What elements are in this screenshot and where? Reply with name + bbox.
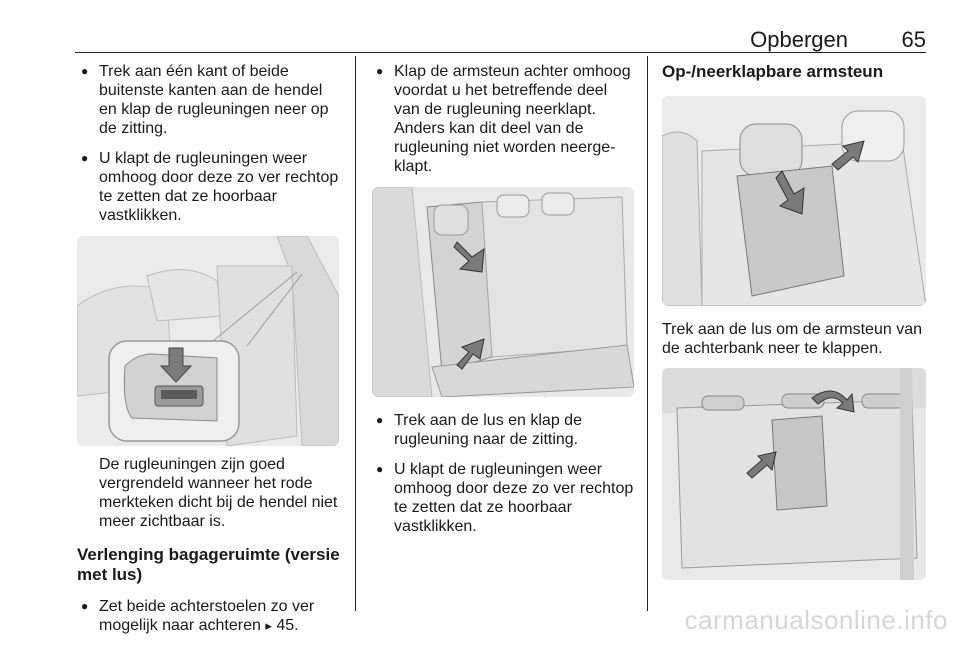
column-divider-1: [355, 56, 356, 611]
page-number: 65: [901, 27, 926, 52]
section-heading: Op-/neerklapbare armsteun: [662, 62, 884, 81]
page-reference-icon: ▸: [265, 618, 272, 633]
figure-seat-lever: [77, 236, 339, 446]
watermark: carmanualsonline.info: [684, 605, 948, 635]
column-2: [372, 62, 634, 547]
page-header: [75, 18, 926, 53]
list-item: ● U klapt de rugleuningen weer omhoog door deze zo ver rechtop te zetten dat ze hoorbaar vastklikken.: [372, 460, 634, 536]
list-item: ● Zet beide achterstoelen zo ver mogelijk naar achteren ▸ 45.: [77, 597, 343, 635]
column-3: [662, 62, 928, 580]
illustration-seat-lever: [77, 236, 339, 446]
paragraph: Trek aan de lus om de armsteun van de achterbank neer te klappen.: [662, 321, 922, 357]
figure-armrest: [662, 96, 926, 306]
illustration-cargo-armrest: [662, 368, 926, 580]
figure-cargo-armrest: [662, 368, 926, 580]
illustration-armrest: [662, 96, 926, 306]
section-heading: Verlenging bagageruimte (versie met lus): [77, 545, 340, 584]
list-item: ● Trek aan één kant of beide buitenste kanten aan de hendel en klap de rugleuningen neer op de zitting.: [77, 62, 343, 138]
illustration-rear-seat-loop: [372, 187, 634, 397]
list-item: ● U klapt de rugleuningen weer omhoog door deze zo ver rechtop te zetten dat ze hoorbaar vastklikken.: [77, 149, 343, 225]
list-item: ● Trek aan de lus en klap de rugleuning naar de zitting.: [372, 411, 634, 449]
column-1: [77, 62, 343, 646]
list-item: ● Klap de armsteun achter omhoog voordat u het betreffende deel van de rugleuning neerklapt. Anders kan dit deel van de rugleuning niet worden neerge-klapt.: [372, 62, 634, 176]
figure-caption: De rugleuningen zijn goed vergrendeld wanneer het rode merkteken dicht bij de hendel niet meer zichtbaar is.: [99, 456, 338, 530]
column-divider-2: [647, 56, 648, 611]
figure-rear-seat-loop: [372, 187, 634, 397]
section-title: Opbergen: [750, 27, 848, 52]
